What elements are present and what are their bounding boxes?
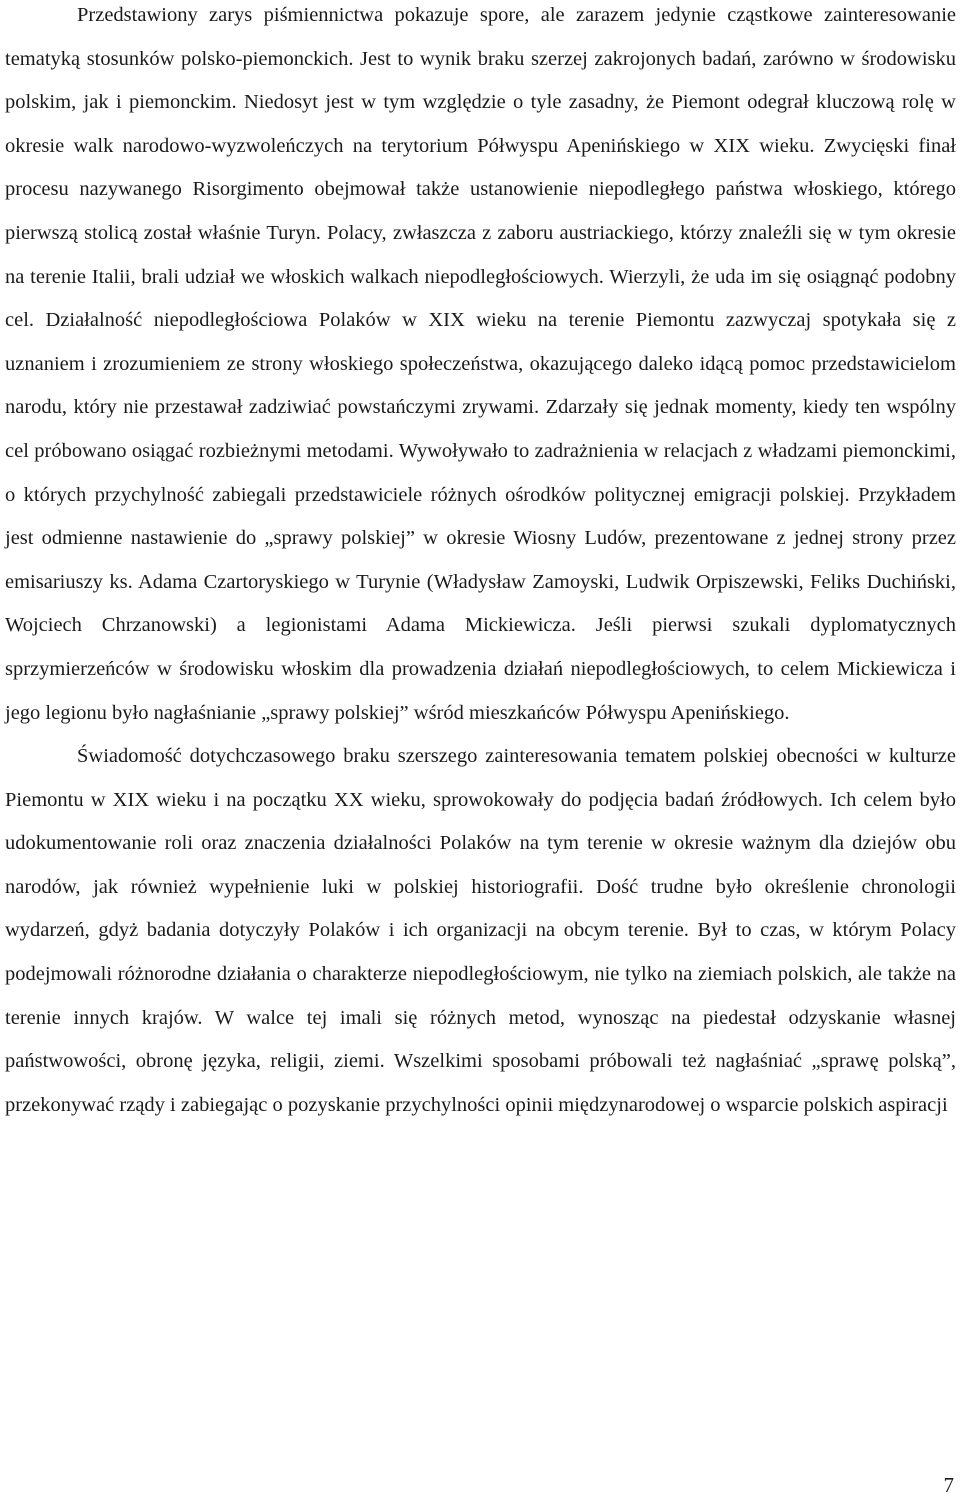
paragraph-2: Świadomość dotychczasowego braku szerszego zainteresowania tematem polskiej obecności w kulturze Piemontu w XIX wieku i na początku XX wieku, sprowokowały do podjęcia badań źródłowych. Ich celem było udokumentowanie roli oraz znaczenia działalności Polaków na tym terenie w okresie ważnym dla dziejów obu narodów, jak również wypełnienie luki w polskiej historiografii. Dość trudne było określenie chronologii wydarzeń, gdyż badania dotyczyły Polaków i ich organizacji na obcym terenie. Był to czas, w którym Polacy podejmowali różnorodne działania o charakterze niepodległościowym, nie tylko na ziemiach polskich, ale także na terenie innych krajów. W walce tej imali się różnych metod, wynosząc na piedestał odzyskanie własnej państwowości, obronę języka, religii, ziemi. Wszelkimi sposobami próbowali też nagłaśniać „sprawę polską”, przekonywać rządy i zabiegając o pozyskanie przychylności opinii międzynarodowej o wsparcie polskich aspiracji (5, 745, 956, 1116)
paragraph-1: Przedstawiony zarys piśmiennictwa pokazuje spore, ale zarazem jedynie cząstkowe zainteresowanie tematyką stosunków polsko-piemonckich. Jest to wynik braku szerzej zakrojonych badań, zarówno w środowisku polskim, jak i piemonckim. Niedosyt jest w tym względzie o tyle zasadny, że Piemont odegrał kluczową rolę w okresie walk narodowo-wyzwoleńczych na terytorium Półwyspu Apenińskiego w XIX wieku. Zwycięski finał procesu nazywanego Risorgimento obejmował także ustanowienie niepodległego państwa włoskiego, którego pierwszą stolicą został właśnie Turyn. Polacy, zwłaszcza z zaboru austriackiego, którzy znaleźli się w tym okresie na terenie Italii, brali udział we włoskich walkach niepodległościowych. Wierzyli, że uda im się osiągnąć podobny cel. Działalność niepodległościowa Polaków w XIX wieku na terenie Piemontu zazwyczaj spotykała się z uznaniem i zrozumieniem ze strony włoskiego społeczeństwa, okazującego daleko idącą pomoc przedstawicielom narodu, który nie przestawał zadziwiać powstańczymi zrywami. Zdarzały się jednak momenty, kiedy ten wspólny cel próbowano osiągać rozbieżnymi metodami. Wywoływało to zadrażnienia w relacjach z władzami piemonckimi, o których przychylność zabiegali przedstawiciele różnych ośrodków politycznej emigracji polskiej. Przykładem jest odmienne nastawienie do „sprawy polskiej” w okresie Wiosny Ludów, prezentowane z jednej strony przez emisariuszy ks. Adama Czartoryskiego w Turynie (Władysław Zamoyski, Ludwik Orpiszewski, Feliks Duchiński, Wojciech Chrzanowski) a legionistami Adama Mickiewicza. Jeśli pierwsi szukali dyplomatycznych sprzymierzeńców w środowisku włoskim dla prowadzenia działań niepodległościowych, to celem Mickiewicza i jego legionu było nagłaśnianie „sprawy polskiej” wśród mieszkańców Półwyspu Apenińskiego. (5, 4, 956, 724)
page-number: 7 (943, 1473, 954, 1497)
